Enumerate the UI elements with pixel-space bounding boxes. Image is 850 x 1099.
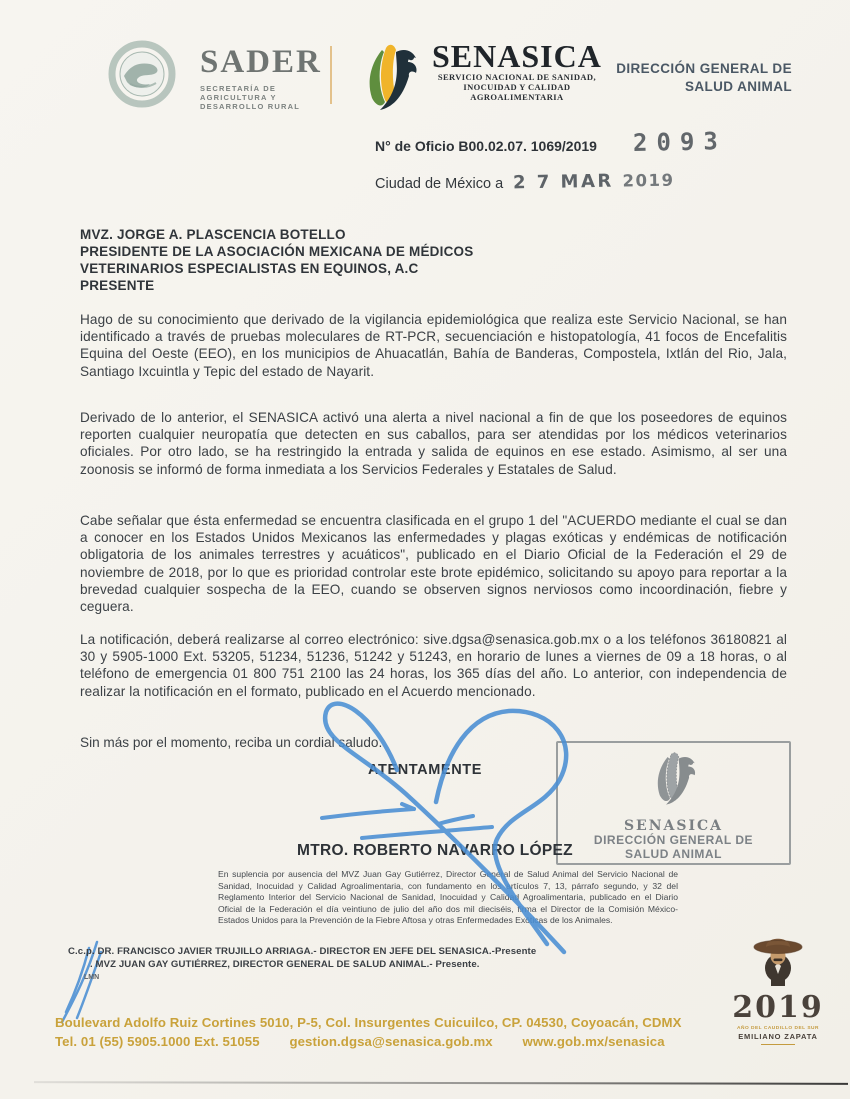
sader-subtitle-line: DESARROLLO RURAL bbox=[200, 102, 301, 111]
sader-subtitle bbox=[200, 84, 322, 111]
footer-phone: Tel. 01 (55) 5905.1000 Ext. 51055 bbox=[55, 1034, 260, 1049]
sader-subtitle-line: AGRICULTURA Y bbox=[200, 93, 277, 102]
addressee-name: MVZ. JORGE A. PLASCENCIA BOTELLO bbox=[80, 227, 346, 242]
direccion-line1: DIRECCIÓN GENERAL DE bbox=[616, 61, 792, 76]
sader-logo bbox=[200, 44, 322, 111]
ccp-block bbox=[68, 946, 536, 971]
direccion-line2: SALUD ANIMAL bbox=[684, 79, 792, 94]
seal-name: EMILIANO ZAPATA bbox=[738, 1032, 818, 1041]
date-stamp-year: 2019 bbox=[622, 170, 675, 191]
header-divider bbox=[330, 46, 332, 104]
signature-legal-note: En suplencia por ausencia del MVZ Juan Gay Gutiérrez, Director General de Salud Animal del Servicio Nacional de Sanidad, Inocuidad y Calidad Agroalimentaria, con fundamento en los artículos 7, 13, párrafo segundo, y 32 del Reglamento Interior del Servicio Nacional de Sanidad, Inocuidad y Calidad Agroalimentaria, publicado en el Diario Oficial de la Federación el día veintiuno de julio del año dos mil dieciséis, firma el Director de la Comisión México-Estados Unidos para la Prevención de la Fiebre Aftosa y otras Enfermedades Exóticas de los Animales. bbox=[218, 869, 678, 926]
footer-address: Boulevard Adolfo Ruiz Cortines 5010, P-5, Col. Insurgentes Cuicuilco, CP. 04530, Coyoacán, CDMX bbox=[55, 1015, 682, 1030]
sader-subtitle-line: SECRETARÍA DE bbox=[200, 84, 277, 93]
stamp-corn-icon bbox=[642, 749, 706, 816]
stamp-direction-line2: SALUD ANIMAL bbox=[625, 846, 722, 861]
seal-year: 2019 bbox=[732, 990, 824, 1025]
zapata-portrait-icon bbox=[747, 973, 809, 990]
stamp-direction-line1: DIRECCIÓN GENERAL DE bbox=[593, 833, 754, 847]
date-stamp-day: 2 7 MAR bbox=[512, 170, 614, 194]
senasica-corn-icon bbox=[352, 40, 428, 123]
folio-stamp: 2093 bbox=[632, 127, 728, 157]
date-prefix: Ciudad de México a bbox=[375, 176, 504, 192]
senasica-subtitle-line: SERVICIO NACIONAL DE SANIDAD, bbox=[437, 72, 596, 82]
addressee-title-line: VETERINARIOS ESPECIALISTAS EN EQUINOS, A.C bbox=[80, 261, 419, 276]
scan-edge-artifact bbox=[34, 1081, 848, 1085]
senasica-subtitle bbox=[432, 72, 602, 102]
date-stamp bbox=[513, 170, 675, 194]
senasica-subtitle-line: INOCUIDAD Y CALIDAD bbox=[463, 82, 571, 92]
sader-eagle-emblem-icon bbox=[108, 40, 176, 113]
typist-initials: LMN bbox=[84, 974, 100, 981]
oficio-number: N° de Oficio B00.02.07. 1069/2019 bbox=[375, 138, 597, 154]
senasica-title: SENASICA bbox=[432, 38, 602, 74]
direccion-general-title bbox=[616, 60, 792, 96]
body-paragraph-2: Derivado de lo anterior, el SENASICA activó una alerta a nivel nacional a fin de que los poseedores de equinos reporten cualquier neuropatía que detecten en sus caballos, para ser atendidas por los médicos veterinarios oficiales. Por otro lado, se ha restringido la entrada y salida de equinos en ese estado. Asimismo, al ser una zoonosis se informó de forma inmediata a los Servicios Federales y Estatales de Salud. bbox=[80, 410, 787, 477]
addressee-presente: PRESENTE bbox=[80, 278, 155, 293]
body-paragraph-1: Hago de su conocimiento que derivado de la vigilancia epidemiológica que realiza este Servicio Nacional, se han identificado a través de pruebas moleculares de RT-PCR, secuenciación e histopatología, 41 focos de Encefalitis Equina del Oeste (EEO), en los municipios de Ahuacatlán, Bahía de Banderas, Compostela, Ixtlán del Rio, Jala, Santiago Ixcuintla y Tepic del estado de Nayarit. bbox=[80, 312, 787, 379]
addressee-block bbox=[80, 226, 473, 294]
salutation-atentamente: ATENTAMENTE bbox=[368, 762, 482, 778]
body-paragraph-3: Cabe señalar que ésta enfermedad se encuentra clasificada en el grupo 1 del "ACUERDO mediante el cual se dan a conocer en los Estados Unidos Mexicanos las enfermedades y plagas exóticas y endémicas de notificación obligatoria de los animales terrestres y acuáticos", publicado en el Diario Oficial de la Federación el 29 de noviembre de 2018, por lo que es prioridad controlar este brote epidémico, solicitando su apoyo para reportar a la brevedad cualquier sospecha de la EEO, cuando se observen signos nerviosos como incoordinación, fiebre y ceguera. bbox=[80, 513, 787, 615]
footer-contact-block bbox=[55, 1013, 755, 1051]
seal-motto: AÑO DEL CAUDILLO DEL SUR bbox=[737, 1026, 819, 1031]
office-stamp-box bbox=[556, 741, 791, 865]
senasica-logo bbox=[432, 40, 602, 102]
footer-website: www.gob.mx/senasica bbox=[522, 1034, 665, 1049]
footer-contact-line bbox=[55, 1032, 755, 1051]
body-paragraph-4: La notificación, deberá realizarse al correo electrónico: sive.dgsa@senasica.gob.mx o a los teléfonos 36180821 al 30 y 5905-1000 Ext. 53205, 51234, 51236, 51242 y 51243, en horario de lunes a viernes de 09 a 18 horas, o al teléfono de emergencia 01 800 751 2100 las 24 horas, los 365 días del año. Lo anterior, con independencia de realizar la notificación en el formato, publicado en el Acuerdo mencionado. bbox=[80, 632, 787, 699]
signatory-name: MTRO. ROBERTO NAVARRO LÓPEZ bbox=[297, 842, 573, 859]
sader-title: SADER bbox=[200, 44, 322, 80]
closing-line: Sin más por el momento, reciba un cordial saludo. bbox=[80, 735, 383, 750]
stamp-org-name: SENASICA bbox=[623, 818, 724, 834]
stamp-direction bbox=[594, 834, 753, 861]
ccp-line1: C.c.p. DR. FRANCISCO JAVIER TRUJILLO ARRIAGA.- DIRECTOR EN JEFE DEL SENASICA.-Presente bbox=[68, 946, 537, 957]
addressee-title-line: PRESIDENTE DE LA ASOCIACIÓN MEXICANA DE MÉDICOS bbox=[80, 244, 474, 259]
senasica-subtitle-line: AGROALIMENTARIA bbox=[470, 92, 564, 102]
ccp-line2: . MVZ JUAN GAY GUTIÉRREZ, DIRECTOR GENERAL DE SALUD ANIMAL.- Presente. bbox=[90, 958, 480, 970]
seal-rule bbox=[761, 1044, 795, 1045]
footer-email: gestion.dgsa@senasica.gob.mx bbox=[289, 1034, 493, 1049]
